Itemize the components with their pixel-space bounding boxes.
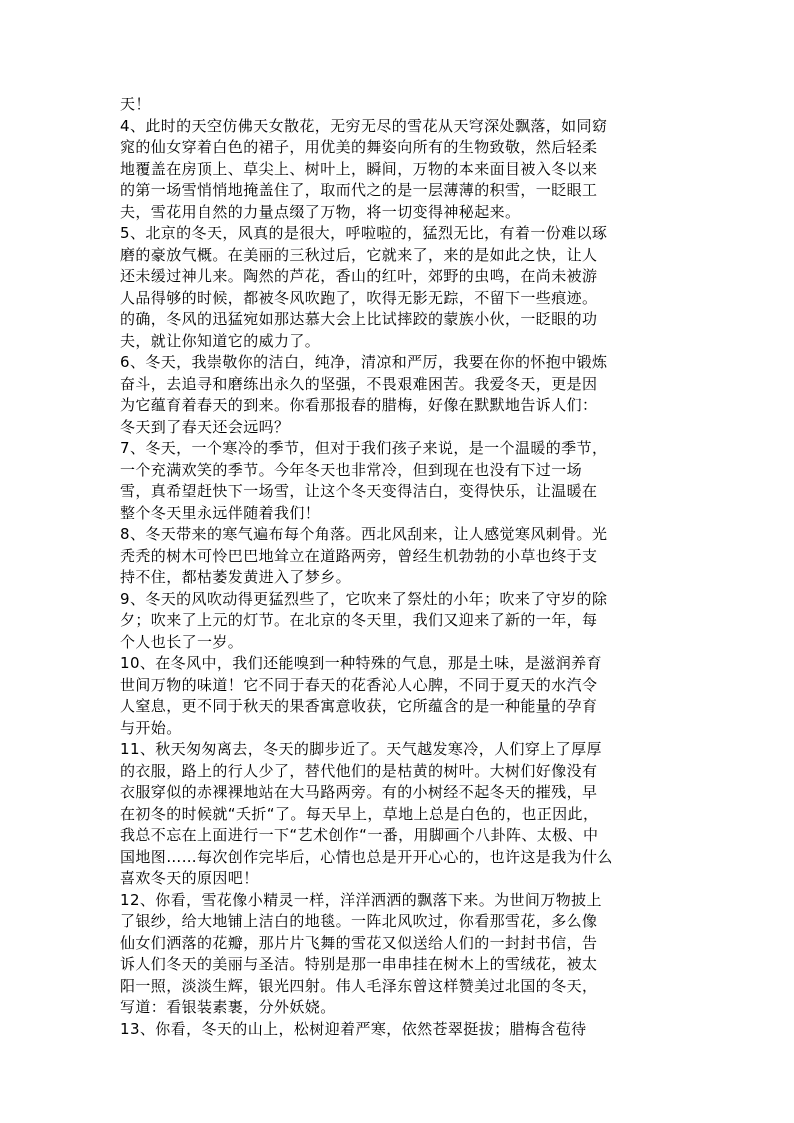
text-line: 8、冬天带来的寒气遍布每个角落。西北风刮来，让人感觉寒风刺骨。光 xyxy=(120,525,608,543)
text-line: 诉人们冬天的美丽与圣洁。特别是那一串串挂在树木上的雪绒花，被太 xyxy=(120,955,598,973)
text-line: 人品得够的时候，都被冬风吹跑了，吹得无影无踪，不留下一些痕迹。 xyxy=(120,288,598,307)
text-line: 喜欢冬天的原因吧！ xyxy=(120,869,259,887)
text-line: 持不住，都枯萎发黄进入了梦乡。 xyxy=(120,568,352,586)
text-line: 衣服穿似的赤裸裸地站在大马路两旁。有的小树经不起冬天的摧残，早 xyxy=(120,783,598,801)
text-line: 阳一照，淡淡生辉，银光四射。伟人毛泽东曾这样赞美过北国的冬天， xyxy=(120,976,598,995)
text-line: 7、冬天，一个寒冷的季节，但对于我们孩子来说，是一个温暖的季节， xyxy=(120,439,608,457)
text-line: 与开始。 xyxy=(120,718,182,737)
text-line: 冬天到了春天还会远吗？ xyxy=(120,417,290,436)
text-line: 的第一场雪悄悄地掩盖住了，取而代之的是一层薄薄的积雪，一眨眼工 xyxy=(120,181,598,199)
text-line: 个人也长了一岁。 xyxy=(120,632,244,651)
text-line: 人窒息，更不同于秋天的果香寓意收获，它所蕴含的是一种能量的孕育 xyxy=(120,697,598,715)
text-line: 12、你看，雪花像小精灵一样，洋洋洒洒的飘落下来。为世间万物披上 xyxy=(120,890,602,909)
text-line: 仙女们洒落的花瓣，那片片飞舞的雪花又似送给人们的一封封书信，告 xyxy=(120,933,598,952)
text-line: 写道：看银装素裹，分外妖娆。 xyxy=(120,998,336,1016)
text-line: 我总不忘在上面进行一下“艺术创作“一番，用脚画个八卦阵、太极、中 xyxy=(120,826,599,844)
text-line: 地覆盖在房顶上、草尖上、树叶上，瞬间，万物的本来面目被入冬以来 xyxy=(120,159,598,178)
document-body xyxy=(120,94,680,1040)
text-line: 窕的仙女穿着白色的裙子，用优美的舞姿向所有的生物致敬，然后轻柔 xyxy=(120,138,598,156)
text-line: 9、冬天的风吹动得更猛烈些了，它吹来了祭灶的小年；吹来了守岁的除 xyxy=(120,589,608,608)
text-line: 在初冬的时候就“夭折“了。每天早上，草地上总是白色的，也正因此， xyxy=(120,804,599,823)
text-line: 雪，真希望赶快下一场雪，让这个冬天变得洁白，变得快乐，让温暖在 xyxy=(120,482,598,500)
text-line: 的确，冬风的迅猛宛如那达慕大会上比试摔跤的蒙族小伙，一眨眼的功 xyxy=(120,310,598,328)
text-line: 13、你看，冬天的山上，松树迎着严寒，依然苍翠挺拔；腊梅含苞待 xyxy=(120,1019,587,1038)
text-line: 10、在冬风中，我们还能嗅到一种特殊的气息，那是土味，是滋润养育 xyxy=(120,654,602,672)
text-line: 天！ xyxy=(120,95,151,113)
text-line: 夫，雪花用自然的力量点缀了万物，将一切变得神秘起来。 xyxy=(120,202,521,221)
text-line: 一个充满欢笑的季节。今年冬天也非常冷，但到现在也没有下过一场 xyxy=(120,460,583,479)
text-line: 为它蕴育着春天的到来。你看那报春的腊梅，好像在默默地告诉人们： xyxy=(120,396,598,414)
text-line: 11、秋天匆匆离去，冬天的脚步近了。天气越发寒冷，人们穿上了厚厚 xyxy=(120,740,602,758)
text-line: 奋斗，去追寻和磨练出永久的坚强，不畏艰难困苦。我爱冬天，更是因 xyxy=(120,374,598,393)
text-line: 了银纱，给大地铺上洁白的地毯。一阵北风吹过，你看那雪花，多么像 xyxy=(120,912,598,930)
text-line: 夫，就让你知道它的威力了。 xyxy=(120,331,321,350)
text-line: 6、冬天，我崇敬你的洁白，纯净，清凉和严厉，我要在你的怀抱中锻炼 xyxy=(120,353,608,371)
text-line: 4、此时的天空仿佛天女散花，无穷无尽的雪花从天穹深处飘落，如同窈 xyxy=(120,116,608,135)
text-line: 5、北京的冬天，风真的是很大，呼啦啦的，猛烈无比，有着一份难以琢 xyxy=(120,224,608,242)
text-line: 国地图……每次创作完毕后，心情也总是开开心心的，也许这是我为什么 xyxy=(120,847,613,866)
text-line: 还未缓过神儿来。陶然的芦花，香山的红叶，郊野的虫鸣，在尚未被游 xyxy=(120,267,598,285)
text-line: 夕；吹来了上元的灯节。在北京的冬天里，我们又迎来了新的一年，每 xyxy=(120,611,598,629)
text-line: 磨的豪放气概。在美丽的三秋过后，它就来了，来的是如此之快，让人 xyxy=(120,245,598,264)
text-line: 整个冬天里永远伴随着我们！ xyxy=(120,503,321,522)
text-line: 秃秃的树木可怜巴巴地耸立在道路两旁，曾经生机勃勃的小草也终于支 xyxy=(120,546,598,565)
text-line: 的衣服，路上的行人少了，替代他们的是枯黄的树叶。大树们好像没有 xyxy=(120,761,598,780)
text-line: 世间万物的味道！它不同于春天的花香沁人心脾，不同于夏天的水汽令 xyxy=(120,675,598,694)
